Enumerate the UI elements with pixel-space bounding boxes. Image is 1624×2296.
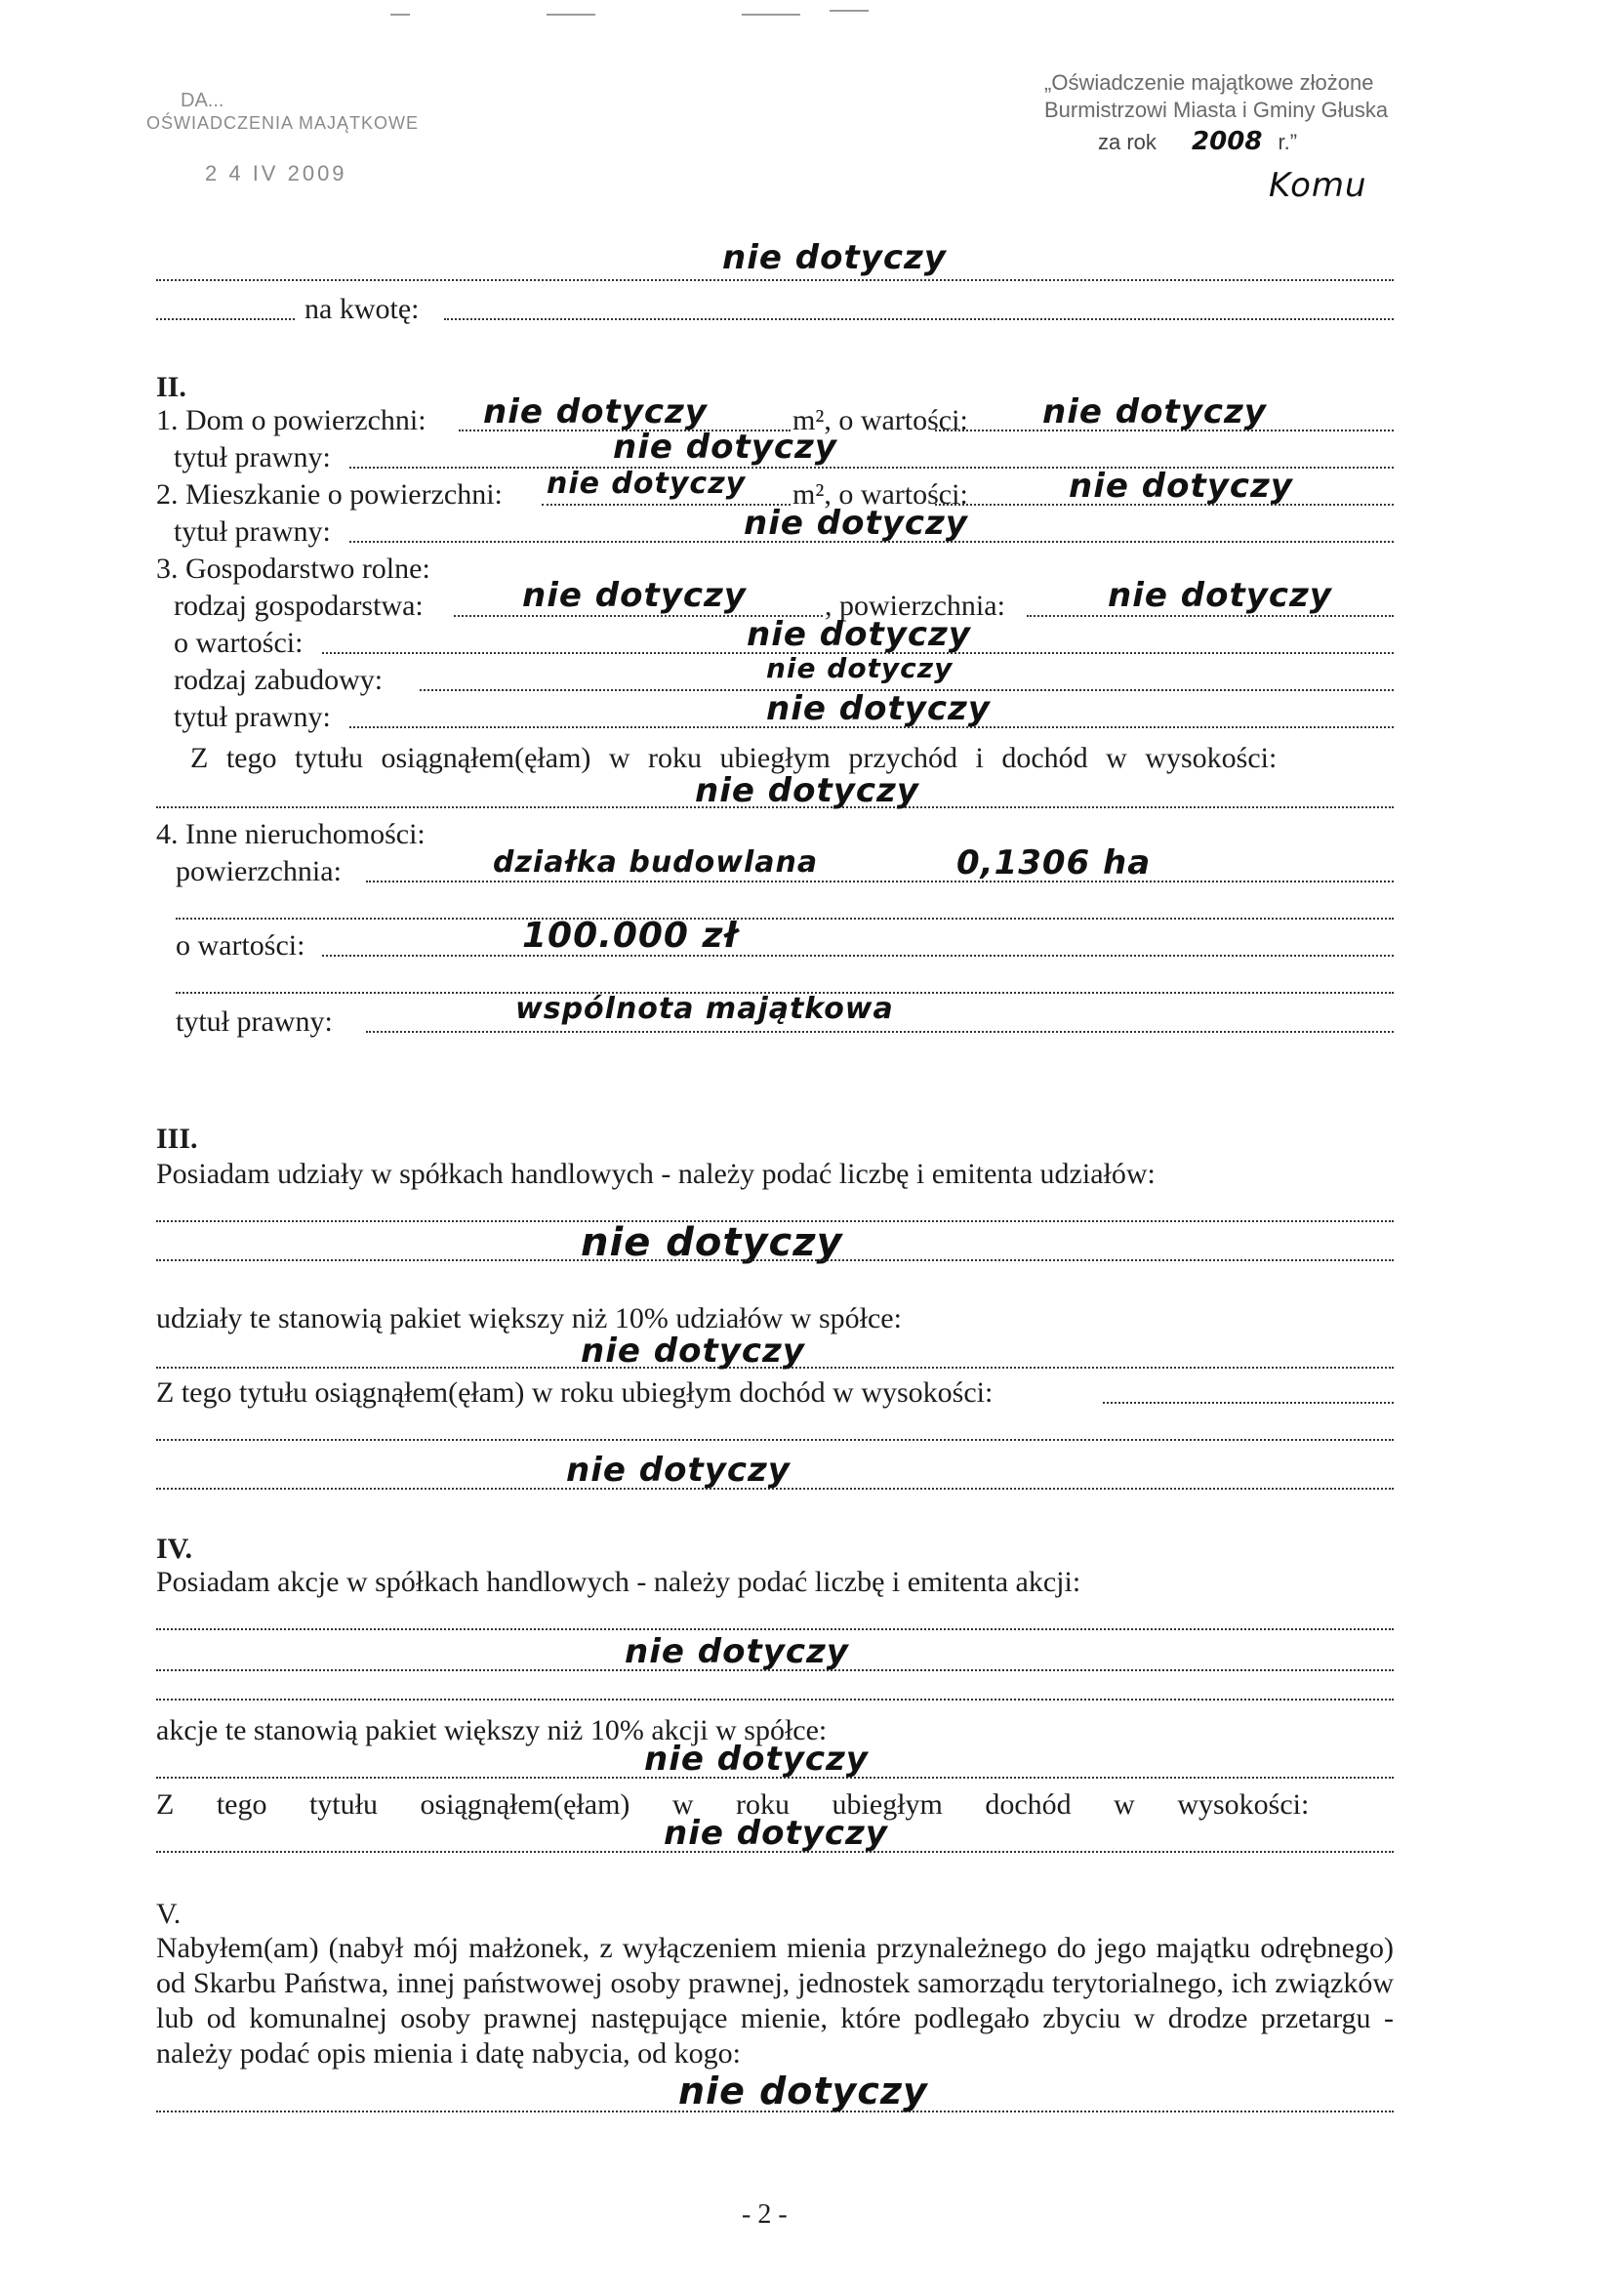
house-title-label: tytuł prawny: — [174, 441, 331, 473]
farm-label: 3. Gospodarstwo rolne: — [156, 553, 430, 585]
note-line-3 — [1098, 127, 1297, 156]
stamp-line-1: DA... — [181, 90, 224, 111]
scan-mark — [547, 14, 595, 16]
scan-mark — [742, 14, 800, 16]
section-2-heading: II. — [156, 371, 186, 403]
farm-build-label: rodzaj zabudowy: — [174, 664, 384, 696]
amount-label: na kwotę: — [304, 293, 420, 325]
dotted-line — [176, 918, 1394, 920]
section-3-heading: III. — [156, 1123, 198, 1155]
other-value: 100.000 zł — [522, 916, 738, 956]
section-4-heading: IV. — [156, 1533, 192, 1565]
farm-value-label: o wartości: — [174, 627, 304, 659]
farm-area-label: , powierzchnia: — [825, 590, 1005, 622]
farm-title-label: tytuł prawny: — [174, 701, 331, 733]
note-signature: Komu — [1269, 166, 1367, 205]
section-4-packet-text: akcje te stanowią pakiet większy niż 10% akcji w spółce: — [156, 1714, 828, 1746]
section-5-heading: V. — [156, 1898, 182, 1930]
section-3-income: nie dotyczy — [566, 1451, 791, 1490]
note-line-1: „Oświadczenie majątkowe złożone — [1044, 70, 1374, 95]
scan-mark — [830, 10, 869, 12]
section-5-paragraph: Nabyłem(am) (nabył mój małżonek, z wyłączeniem mienia przynależnego do jego majątku odrębnego) od Skarbu Państwa, innej państwowej osoby prawnej, jednostek samorządu terytorialnego, ich związków lub od komunalnej osoby prawnej następujące mienie, które podlegało zbyciu w drodze przetargu - należy podać opis mienia i datę nabycia, od kogo: — [156, 1932, 1394, 2070]
house-m2-label: m², o wartości: — [792, 404, 968, 436]
dotted-line — [156, 1439, 1394, 1441]
top-handwritten: nie dotyczy — [722, 238, 947, 277]
flat-title: nie dotyczy — [744, 504, 968, 543]
section-3-packet: nie dotyczy — [581, 1332, 805, 1371]
other-title: wspólnota majątkowa — [515, 992, 894, 1026]
dotted-line — [1103, 1402, 1394, 1404]
other-value-label: o wartości: — [176, 929, 305, 962]
dotted-line — [156, 1259, 1394, 1261]
other-title-label: tytuł prawny: — [176, 1005, 333, 1038]
dotted-line — [366, 1031, 1394, 1033]
section-3-shares: nie dotyczy — [581, 1220, 843, 1265]
page-number: - 2 - — [742, 2199, 788, 2230]
dotted-line — [366, 881, 1394, 882]
farm-income-text: Z tego tytułu osiągnąłem(ęłam) w roku ubiegłym przychód i dochód w wysokości: — [190, 742, 1278, 774]
flat-title-label: tytuł prawny: — [174, 515, 331, 548]
note-year: 2008 — [1192, 127, 1263, 156]
farm-income-value: nie dotyczy — [695, 771, 919, 810]
house-value: nie dotyczy — [1042, 392, 1267, 431]
house-label: 1. Dom o powierzchni: — [156, 404, 426, 436]
section-4-income: nie dotyczy — [664, 1814, 888, 1853]
section-5-value: nie dotyczy — [678, 2070, 928, 2112]
house-area: nie dotyczy — [483, 392, 708, 431]
other-area-size: 0,1306 ha — [956, 843, 1152, 882]
dotted-line — [156, 1628, 1394, 1630]
section-4-shares: nie dotyczy — [625, 1632, 849, 1671]
stamp-line-2: OŚWIADCZENIA MAJĄTKOWE — [146, 113, 420, 133]
other-area-kind: działka budowlana — [493, 845, 819, 880]
note-suffix: r.” — [1278, 130, 1298, 154]
other-label: 4. Inne nieruchomości: — [156, 818, 426, 850]
dotted-line — [322, 955, 1394, 957]
note-line-2: Burmistrzowi Miasta i Gminy Głuska — [1044, 98, 1389, 122]
section-4-packet: nie dotyczy — [644, 1740, 869, 1779]
section-4-intro: Posiadam akcje w spółkach handlowych - należy podać liczbę i emitenta akcji: — [156, 1566, 1081, 1598]
dotted-line — [156, 279, 1394, 281]
stamp-date: 2 4 IV 2009 — [205, 161, 347, 185]
farm-build: nie dotyczy — [766, 652, 954, 684]
other-area-label: powierzchnia: — [176, 855, 342, 887]
section-3-intro: Posiadam udziały w spółkach handlowych - należy podać liczbę i emitenta udziałów: — [156, 1158, 1156, 1190]
section-4-income-text: Z tego tytułu osiągnąłem(ęłam) w roku ubiegłym dochód w wysokości: — [156, 1788, 1310, 1821]
dotted-line — [1027, 615, 1394, 617]
farm-value: nie dotyczy — [747, 615, 971, 654]
flat-m2-label: m², o wartości: — [792, 478, 968, 511]
dotted-line — [156, 1699, 1394, 1701]
flat-value: nie dotyczy — [1069, 467, 1293, 506]
flat-label: 2. Mieszkanie o powierzchni: — [156, 478, 503, 511]
farm-title: nie dotyczy — [766, 689, 991, 728]
farm-area: nie dotyczy — [1108, 576, 1332, 615]
note-year-prefix: za rok — [1098, 130, 1157, 154]
scan-mark — [390, 14, 410, 16]
house-title: nie dotyczy — [613, 428, 837, 467]
farm-type-label: rodzaj gospodarstwa: — [174, 590, 424, 622]
flat-area: nie dotyczy — [547, 467, 747, 501]
farm-type: nie dotyczy — [522, 576, 747, 615]
dotted-line — [156, 318, 295, 320]
dotted-line — [444, 318, 1394, 320]
section-3-packet-text: udziały te stanowią pakiet większy niż 10% udziałów w spółce: — [156, 1302, 902, 1334]
section-3-income-text: Z tego tytułu osiągnąłem(ęłam) w roku ubiegłym dochód w wysokości: — [156, 1376, 994, 1409]
